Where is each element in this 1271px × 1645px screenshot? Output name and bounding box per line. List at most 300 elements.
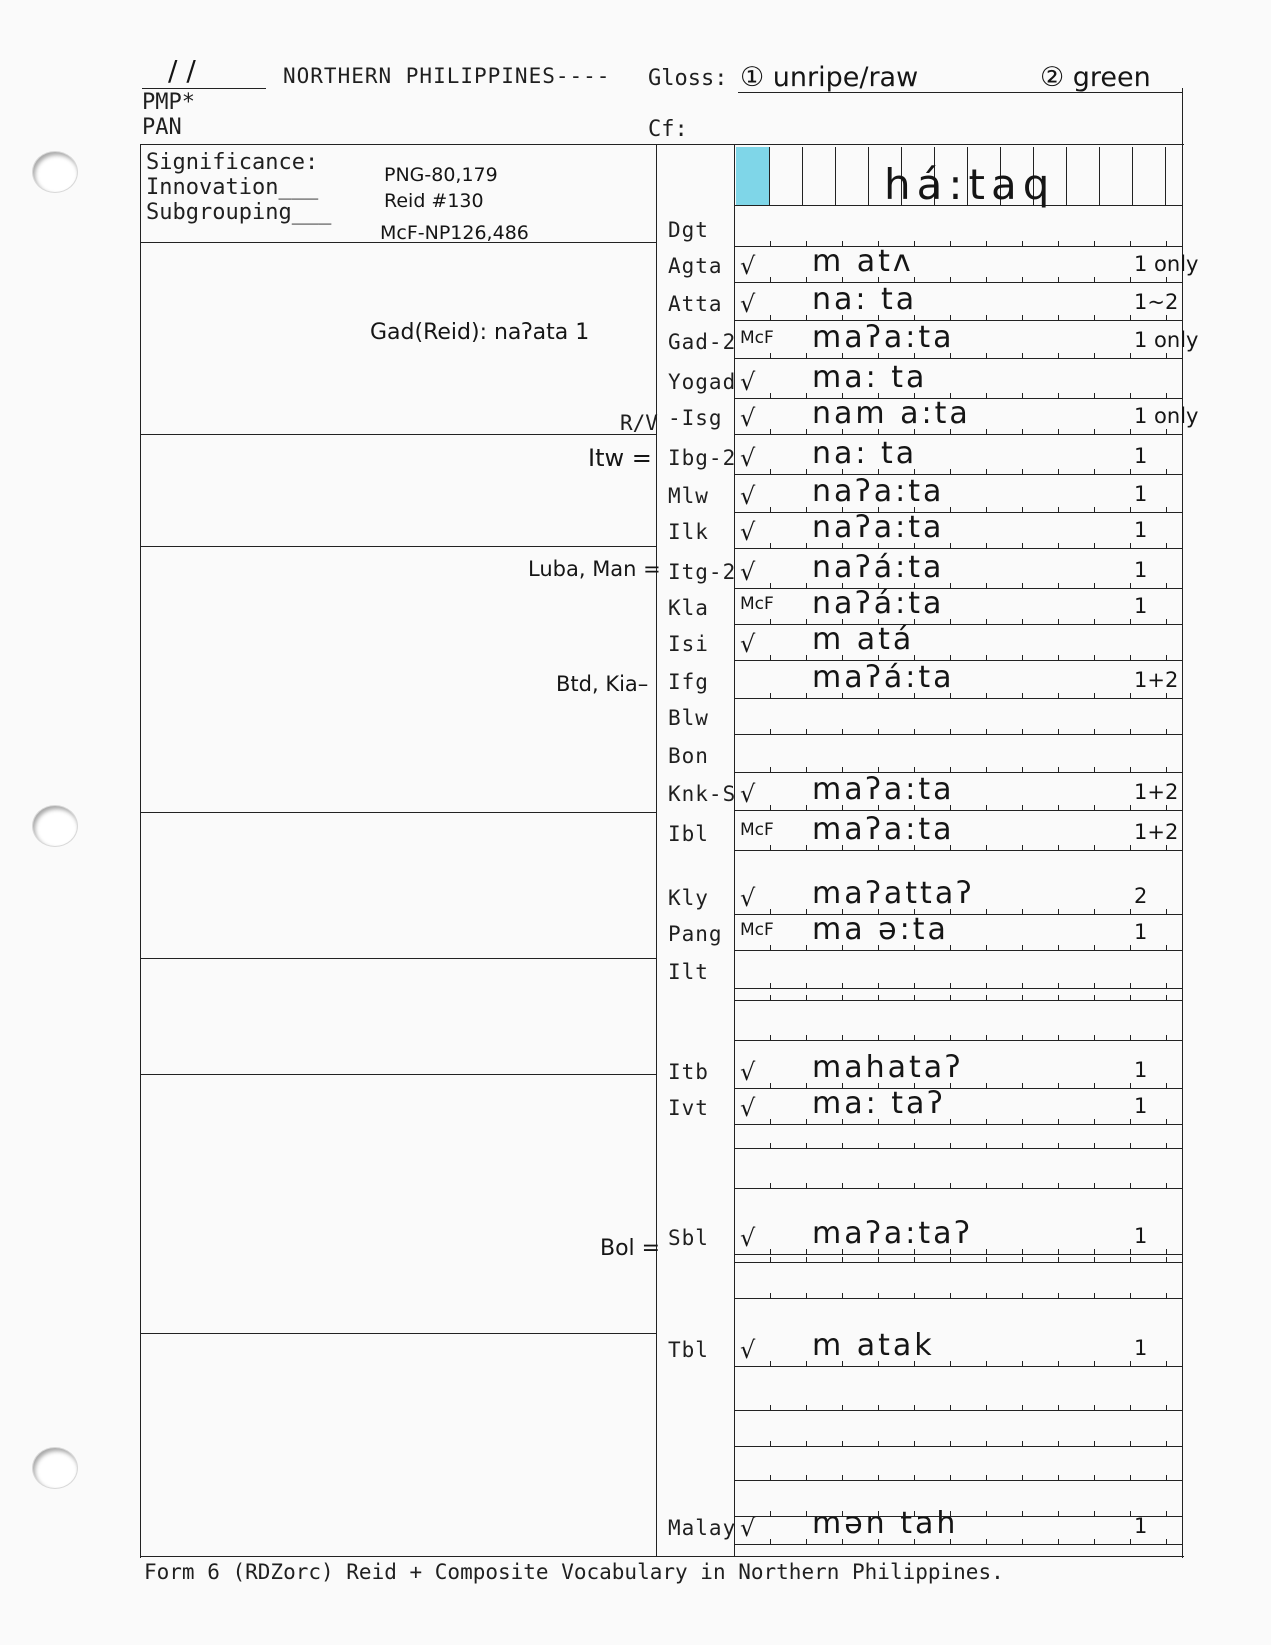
entry-tick (1166, 693, 1167, 699)
entry-tick (1058, 1405, 1059, 1411)
language-label: Bon (668, 744, 709, 768)
language-label: Malay (668, 1516, 737, 1540)
entry-tick (806, 805, 807, 811)
entry-tick (1130, 315, 1131, 321)
form-footer: Form 6 (RDZorc) Reid + Composite Vocabulary in Northern Philippines. (144, 1560, 1004, 1584)
entry-tick (770, 1119, 771, 1125)
entry-tick (914, 983, 915, 989)
gloss-sense-number: 1 (1134, 1514, 1148, 1538)
entry-tick (950, 845, 951, 851)
entry-tick (986, 1249, 987, 1255)
entry-tick (1058, 1511, 1059, 1517)
entry-tick (1094, 315, 1095, 321)
entry-tick (1022, 1293, 1023, 1299)
entry-tick (842, 983, 843, 989)
luba-note: Luba, Man = (528, 557, 661, 581)
entry-tick (878, 1511, 879, 1517)
gloss-sense-number: 1 (1134, 920, 1148, 944)
entry-tick (770, 1475, 771, 1481)
entry-line (734, 548, 1182, 549)
entry-line (734, 1124, 1182, 1125)
grid-cell-divider (802, 147, 803, 205)
entry-tick (806, 1249, 807, 1255)
entry-tick (950, 729, 951, 735)
entry-tick (914, 995, 915, 1001)
entry-tick (986, 1183, 987, 1189)
entry-tick (986, 983, 987, 989)
entry-tick (1022, 469, 1023, 475)
entry-tick (878, 995, 879, 1001)
entry-tick (1094, 1511, 1095, 1517)
entry-tick (1058, 1119, 1059, 1125)
entry-tick (1166, 845, 1167, 851)
entry-tick (770, 393, 771, 399)
entry-tick (806, 1405, 807, 1411)
entry-tick (986, 241, 987, 247)
language-label: Itg-2 (668, 560, 737, 584)
entry-tick (842, 1511, 843, 1517)
entry-tick (878, 1475, 879, 1481)
entry-tick (842, 1441, 843, 1447)
entry-tick (1058, 767, 1059, 773)
language-label: Ibg-2 (668, 446, 737, 470)
entry-tick (950, 1405, 951, 1411)
entry-tick (770, 543, 771, 549)
entry-tick (950, 1183, 951, 1189)
gloss-sense-number: 1 (1134, 1224, 1148, 1248)
entry-tick (950, 241, 951, 247)
entry-tick (1094, 1475, 1095, 1481)
entry-tick (1130, 429, 1131, 435)
entry-tick (806, 945, 807, 951)
gloss-2: ② green (1040, 62, 1151, 93)
entry-tick (806, 429, 807, 435)
entry-tick (1094, 1405, 1095, 1411)
entry-tick (1058, 583, 1059, 589)
entry-tick (1058, 1475, 1059, 1481)
entry-tick (806, 1083, 807, 1089)
entry-tick (806, 393, 807, 399)
entry-tick (1094, 655, 1095, 661)
grid-cell-divider (868, 147, 869, 205)
entry-tick (1022, 583, 1023, 589)
entry-tick (1130, 1405, 1131, 1411)
entry-tick (770, 845, 771, 851)
entry-tick (986, 429, 987, 435)
source-mark: √ (740, 1224, 756, 1252)
entry-tick (950, 469, 951, 475)
entry-tick (950, 1035, 951, 1041)
entry-tick (1130, 1249, 1131, 1255)
entry-line (734, 1254, 1182, 1255)
entry-tick (950, 693, 951, 699)
entry-tick (1058, 1249, 1059, 1255)
language-label: Kla (668, 596, 709, 620)
entry-tick (1130, 729, 1131, 735)
entry-tick (806, 583, 807, 589)
source-mark: √ (740, 518, 756, 546)
language-label: Dgt (668, 218, 709, 242)
entry-tick (1166, 1511, 1167, 1517)
entry-tick (1058, 1143, 1059, 1149)
entry-tick (1058, 1035, 1059, 1041)
entry-tick (1022, 353, 1023, 359)
entry-tick (986, 543, 987, 549)
source-mark: √ (740, 630, 756, 658)
entry-tick (1094, 729, 1095, 735)
entry-tick (878, 1293, 879, 1299)
language-label: Atta (668, 292, 723, 316)
entry-tick (1022, 655, 1023, 661)
entry-tick (1094, 767, 1095, 773)
entry-tick (842, 1143, 843, 1149)
entry-tick (1094, 1441, 1095, 1447)
entry-tick (986, 507, 987, 513)
entry-tick (950, 1257, 951, 1263)
innovation-label: Innovation___ (146, 175, 319, 200)
reference-mcf: McF-NP126,486 (380, 222, 529, 244)
entry-tick (1130, 1539, 1131, 1545)
language-label: Agta (668, 254, 723, 278)
entry-tick (842, 945, 843, 951)
entry-tick (914, 1361, 915, 1367)
entry-tick (1022, 693, 1023, 699)
cognate-form: maʔa:taʔ (812, 1216, 973, 1251)
entry-tick (770, 1183, 771, 1189)
entry-tick (1058, 1441, 1059, 1447)
binder-hole (33, 806, 77, 846)
cognate-form: m atak (812, 1328, 935, 1363)
entry-tick (1094, 1083, 1095, 1089)
entry-tick (806, 767, 807, 773)
cognate-form: naʔa:ta (812, 510, 945, 545)
entry-tick (950, 353, 951, 359)
entry-tick (1022, 909, 1023, 915)
entry-tick (1094, 583, 1095, 589)
cognate-form: naʔá:ta (812, 550, 945, 585)
entry-tick (806, 1035, 807, 1041)
entry-tick (1058, 469, 1059, 475)
entry-tick (770, 353, 771, 359)
entry-tick (1022, 845, 1023, 851)
entry-tick (806, 353, 807, 359)
entry-tick (770, 729, 771, 735)
entry-tick (842, 693, 843, 699)
entry-line (734, 1410, 1182, 1411)
source-mark: √ (740, 1058, 756, 1086)
entry-tick (914, 1293, 915, 1299)
entry-tick (1094, 393, 1095, 399)
entry-tick (1130, 393, 1131, 399)
cognate-form: mahataʔ (812, 1050, 964, 1085)
entry-tick (950, 1361, 951, 1367)
entry-tick (1058, 241, 1059, 247)
cognate-form: naʔa:ta (812, 474, 945, 509)
grid-cell-divider (769, 147, 770, 205)
entry-tick (986, 315, 987, 321)
entry-tick (1130, 543, 1131, 549)
entry-line (734, 988, 1182, 989)
source-mark: √ (740, 780, 756, 808)
entry-tick (1166, 469, 1167, 475)
entry-line (734, 246, 1182, 247)
binder-hole (33, 1448, 77, 1488)
form-title: NORTHERN PHILIPPINES---- (283, 64, 611, 88)
entry-tick (1130, 353, 1131, 359)
entry-tick (986, 1511, 987, 1517)
cognate-form: mən tah (812, 1506, 959, 1541)
entry-tick (1166, 1361, 1167, 1367)
entry-tick (986, 845, 987, 851)
entry-tick (842, 805, 843, 811)
entry-tick (770, 1257, 771, 1263)
entry-tick (1094, 1249, 1095, 1255)
gloss-sense-number: 1 only (1134, 328, 1199, 352)
entry-tick (770, 655, 771, 661)
entry-tick (986, 353, 987, 359)
cognate-form: m atʌ (812, 244, 914, 279)
entry-tick (1166, 1405, 1167, 1411)
entry-tick (1058, 655, 1059, 661)
entry-tick (1058, 315, 1059, 321)
entry-tick (770, 1405, 771, 1411)
entry-tick (878, 429, 879, 435)
entry-line (734, 810, 1182, 811)
entry-tick (1166, 909, 1167, 915)
entry-tick (1022, 1405, 1023, 1411)
entry-tick (806, 655, 807, 661)
entry-tick (878, 805, 879, 811)
entry-tick (1094, 353, 1095, 359)
entry-line (734, 1262, 1182, 1263)
entry-tick (1130, 1441, 1131, 1447)
entry-tick (770, 983, 771, 989)
entry-tick (1022, 805, 1023, 811)
entry-tick (914, 1511, 915, 1517)
entry-tick (1058, 1539, 1059, 1545)
gloss-sense-number: 1 only (1134, 404, 1199, 428)
entry-tick (1166, 1119, 1167, 1125)
entry-tick (770, 1035, 771, 1041)
entry-tick (986, 277, 987, 283)
entry-tick (842, 1183, 843, 1189)
gloss-sense-number: 1 (1134, 594, 1148, 618)
entry-tick (1166, 393, 1167, 399)
entry-tick (1022, 393, 1023, 399)
entry-tick (1058, 909, 1059, 915)
source-mark: √ (740, 252, 756, 280)
entry-tick (770, 1511, 771, 1517)
entry-tick (986, 729, 987, 735)
entry-tick (950, 983, 951, 989)
entry-tick (1058, 1083, 1059, 1089)
entry-tick (986, 619, 987, 625)
language-label: Kly (668, 886, 709, 910)
cognate-form: maʔá:ta (812, 660, 955, 695)
source-mark: √ (740, 1094, 756, 1122)
entry-tick (770, 619, 771, 625)
source-mark: McF (740, 328, 774, 348)
entry-tick (1058, 945, 1059, 951)
entry-tick (1058, 353, 1059, 359)
entry-tick (1130, 1511, 1131, 1517)
gloss-sense-number: 1 (1134, 482, 1148, 506)
entry-tick (914, 1257, 915, 1263)
entry-tick (950, 995, 951, 1001)
cognate-form: na: ta (812, 436, 918, 471)
cognate-form: naʔá:ta (812, 586, 945, 621)
entry-line (734, 282, 1182, 283)
cognate-form: ma: ta (812, 360, 928, 395)
entry-tick (986, 805, 987, 811)
entry-line (734, 698, 1182, 699)
gloss-sense-number: 1 (1134, 1094, 1148, 1118)
language-label: Tbl (668, 1338, 709, 1362)
entry-tick (986, 995, 987, 1001)
entry-tick (806, 1257, 807, 1263)
entry-tick (1130, 1083, 1131, 1089)
entry-tick (1022, 1511, 1023, 1517)
entry-tick (806, 1183, 807, 1189)
entry-tick (986, 583, 987, 589)
language-label: Ilt (668, 960, 709, 984)
entry-tick (1130, 983, 1131, 989)
entry-tick (1166, 805, 1167, 811)
entry-tick (770, 315, 771, 321)
entry-tick (806, 241, 807, 247)
grid-cell-divider (1099, 147, 1100, 205)
entry-tick (986, 1539, 987, 1545)
entry-line (734, 1040, 1182, 1041)
language-label: Mlw (668, 484, 709, 508)
entry-tick (914, 1475, 915, 1481)
entry-tick (842, 729, 843, 735)
gad-note: Gad(Reid): naʔata 1 (370, 320, 590, 345)
language-label: Ibl (668, 822, 709, 846)
entry-tick (842, 1361, 843, 1367)
entry-tick (1094, 995, 1095, 1001)
entry-tick (1166, 507, 1167, 513)
entry-tick (950, 909, 951, 915)
entry-tick (1166, 1249, 1167, 1255)
entry-tick (878, 1361, 879, 1367)
entry-tick (914, 353, 915, 359)
highlight-cell (736, 147, 769, 205)
entry-tick (1166, 353, 1167, 359)
entry-tick (878, 945, 879, 951)
gloss-sense-number: 1 (1134, 558, 1148, 582)
gloss-1: ① unripe/raw (740, 62, 919, 93)
entry-tick (914, 1249, 915, 1255)
entry-line (734, 358, 1182, 359)
entry-tick (806, 909, 807, 915)
gloss-sense-number: 1+2 (1134, 780, 1179, 804)
entry-tick (878, 729, 879, 735)
entry-tick (1130, 507, 1131, 513)
entry-tick (1130, 1143, 1131, 1149)
entry-line (734, 1088, 1182, 1089)
entry-tick (950, 1119, 951, 1125)
entry-tick (770, 241, 771, 247)
entry-tick (986, 909, 987, 915)
entry-tick (950, 507, 951, 513)
entry-tick (950, 619, 951, 625)
cognate-form: maʔa:ta (812, 320, 955, 355)
entry-tick (1166, 1293, 1167, 1299)
source-mark: √ (740, 558, 756, 586)
cognate-form: m atá (812, 622, 915, 657)
entry-tick (914, 1035, 915, 1041)
entry-tick (986, 693, 987, 699)
entry-tick (770, 767, 771, 773)
gloss-sense-number: 1+2 (1134, 668, 1179, 692)
entry-tick (986, 469, 987, 475)
entry-tick (1130, 1183, 1131, 1189)
entry-tick (878, 1035, 879, 1041)
entry-tick (770, 945, 771, 951)
entry-line (734, 1188, 1182, 1189)
entry-tick (914, 543, 915, 549)
entry-tick (1130, 805, 1131, 811)
gloss-sense-number: 1 (1134, 1336, 1148, 1360)
entry-line (734, 474, 1182, 475)
entry-tick (986, 1083, 987, 1089)
entry-tick (1166, 429, 1167, 435)
language-label: Ivt (668, 1096, 709, 1120)
entry-tick (1058, 619, 1059, 625)
entry-tick (878, 1183, 879, 1189)
entry-tick (770, 429, 771, 435)
entry-tick (1166, 583, 1167, 589)
language-label: Yogad (668, 370, 737, 394)
entry-tick (1130, 1035, 1131, 1041)
entry-tick (1166, 315, 1167, 321)
language-label: Gad-2 (668, 330, 737, 354)
entry-tick (878, 1119, 879, 1125)
entry-tick (806, 693, 807, 699)
entry-line (734, 320, 1182, 321)
entry-tick (1022, 277, 1023, 283)
entry-tick (1094, 1035, 1095, 1041)
entry-tick (806, 983, 807, 989)
entry-tick (806, 1511, 807, 1517)
entry-tick (1058, 729, 1059, 735)
entry-tick (1094, 1119, 1095, 1125)
gloss-sense-number: 1 (1134, 444, 1148, 468)
entry-tick (1130, 767, 1131, 773)
btd-note: Btd, Kia– (556, 672, 649, 696)
cognate-form: ma ə:ta (812, 912, 949, 947)
entry-tick (1166, 945, 1167, 951)
entry-tick (1022, 1143, 1023, 1149)
entry-tick (1166, 995, 1167, 1001)
entry-line (734, 914, 1182, 915)
entry-line (734, 1446, 1182, 1447)
entry-tick (1130, 619, 1131, 625)
entry-tick (806, 1361, 807, 1367)
entry-line (734, 1480, 1182, 1481)
gloss-sense-number: 1 only (1134, 252, 1199, 276)
entry-tick (806, 1539, 807, 1545)
entry-tick (950, 1441, 951, 1447)
language-label: Itb (668, 1060, 709, 1084)
entry-tick (1022, 1257, 1023, 1263)
entry-tick (1022, 1083, 1023, 1089)
gloss-sense-number: 1 (1134, 1058, 1148, 1082)
reconstructed-form: há:taq (884, 160, 1056, 209)
source-mark: √ (740, 482, 756, 510)
entry-tick (1094, 429, 1095, 435)
